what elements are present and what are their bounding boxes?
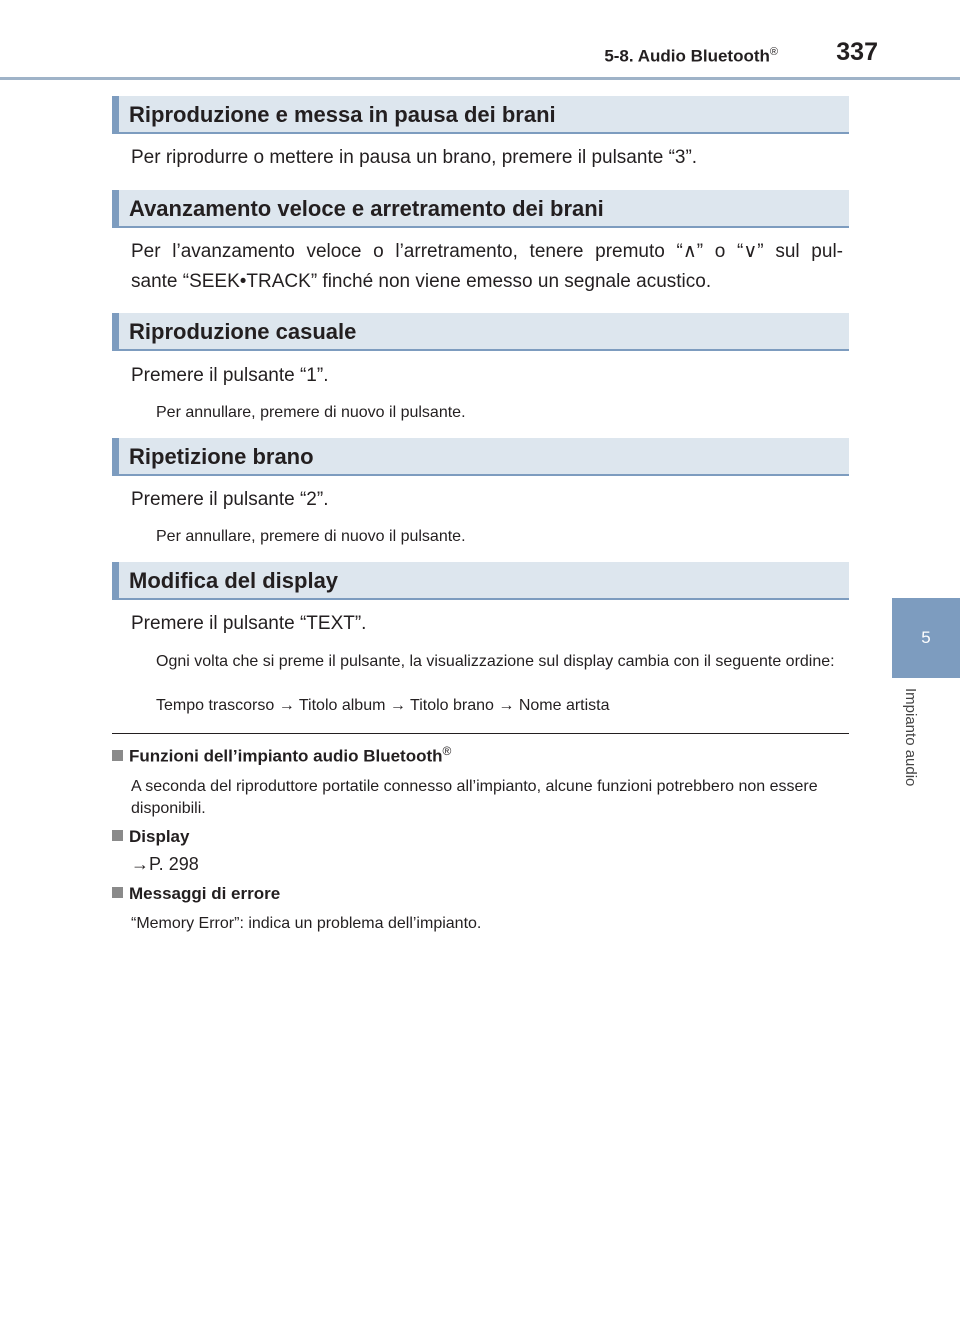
section-heading-play-pause: Riproduzione e messa in pausa dei brani	[112, 96, 849, 134]
fast-forward-text-line2: sante “SEEK•TRACK” finché non viene emesso un segnale acustico.	[131, 271, 712, 292]
registered-mark: ®	[769, 46, 778, 58]
divider	[112, 733, 849, 734]
registered-mark: ®	[442, 744, 452, 758]
change-display-note: Ogni volta che si preme il pulsante, la visualizzazione sul display cambia con il seguente ordine:	[156, 653, 835, 670]
info-text-bluetooth-functions: A seconda del riproduttore portatile connesso all’impianto, alcune funzioni potrebbero non essere disponibili.	[131, 778, 818, 817]
repeat-note: Per annullare, premere di nuovo il pulsante.	[156, 528, 466, 545]
change-display-order: Tempo trascorso → Titolo album → Titolo brano → Nome artista	[156, 697, 610, 714]
chapter-tab[interactable]: 5	[892, 598, 960, 678]
chapter-label: Impianto audio	[902, 688, 919, 787]
random-play-text: Premere il pulsante “1”.	[131, 365, 329, 386]
section-heading-random-play: Riproduzione casuale	[112, 313, 849, 351]
info-link-page-reference[interactable]: →P. 298	[131, 854, 199, 874]
section-heading-change-display: Modifica del display	[112, 562, 849, 600]
page-number: 337	[836, 38, 878, 66]
info-title-error-messages: Messaggi di errore	[112, 884, 280, 904]
random-play-note: Per annullare, premere di nuovo il pulsante.	[156, 404, 466, 421]
fast-forward-text-line1: Per l’avanzamento veloce o l’arretramento, tenere premuto “∧” o “∨” sul pul-	[131, 241, 843, 262]
bullet-square-icon	[112, 750, 123, 761]
info-title-bluetooth-functions: Funzioni dell’impianto audio Bluetooth®	[112, 744, 451, 767]
header-section-title: 5-8. Audio Bluetooth®	[604, 46, 778, 66]
play-pause-text: Per riprodurre o mettere in pausa un brano, premere il pulsante “3”.	[131, 147, 698, 168]
info-title-display: Display	[112, 827, 189, 847]
info-text-error-messages: “Memory Error”: indica un problema dell’impianto.	[131, 915, 482, 932]
bullet-square-icon	[112, 830, 123, 841]
section-heading-fast-forward-rewind: Avanzamento veloce e arretramento dei brani	[112, 190, 849, 228]
change-display-text: Premere il pulsante “TEXT”.	[131, 613, 367, 634]
repeat-text: Premere il pulsante “2”.	[131, 489, 329, 510]
section-heading-repeat: Ripetizione brano	[112, 438, 849, 476]
bullet-square-icon	[112, 887, 123, 898]
header-rule	[0, 77, 960, 80]
